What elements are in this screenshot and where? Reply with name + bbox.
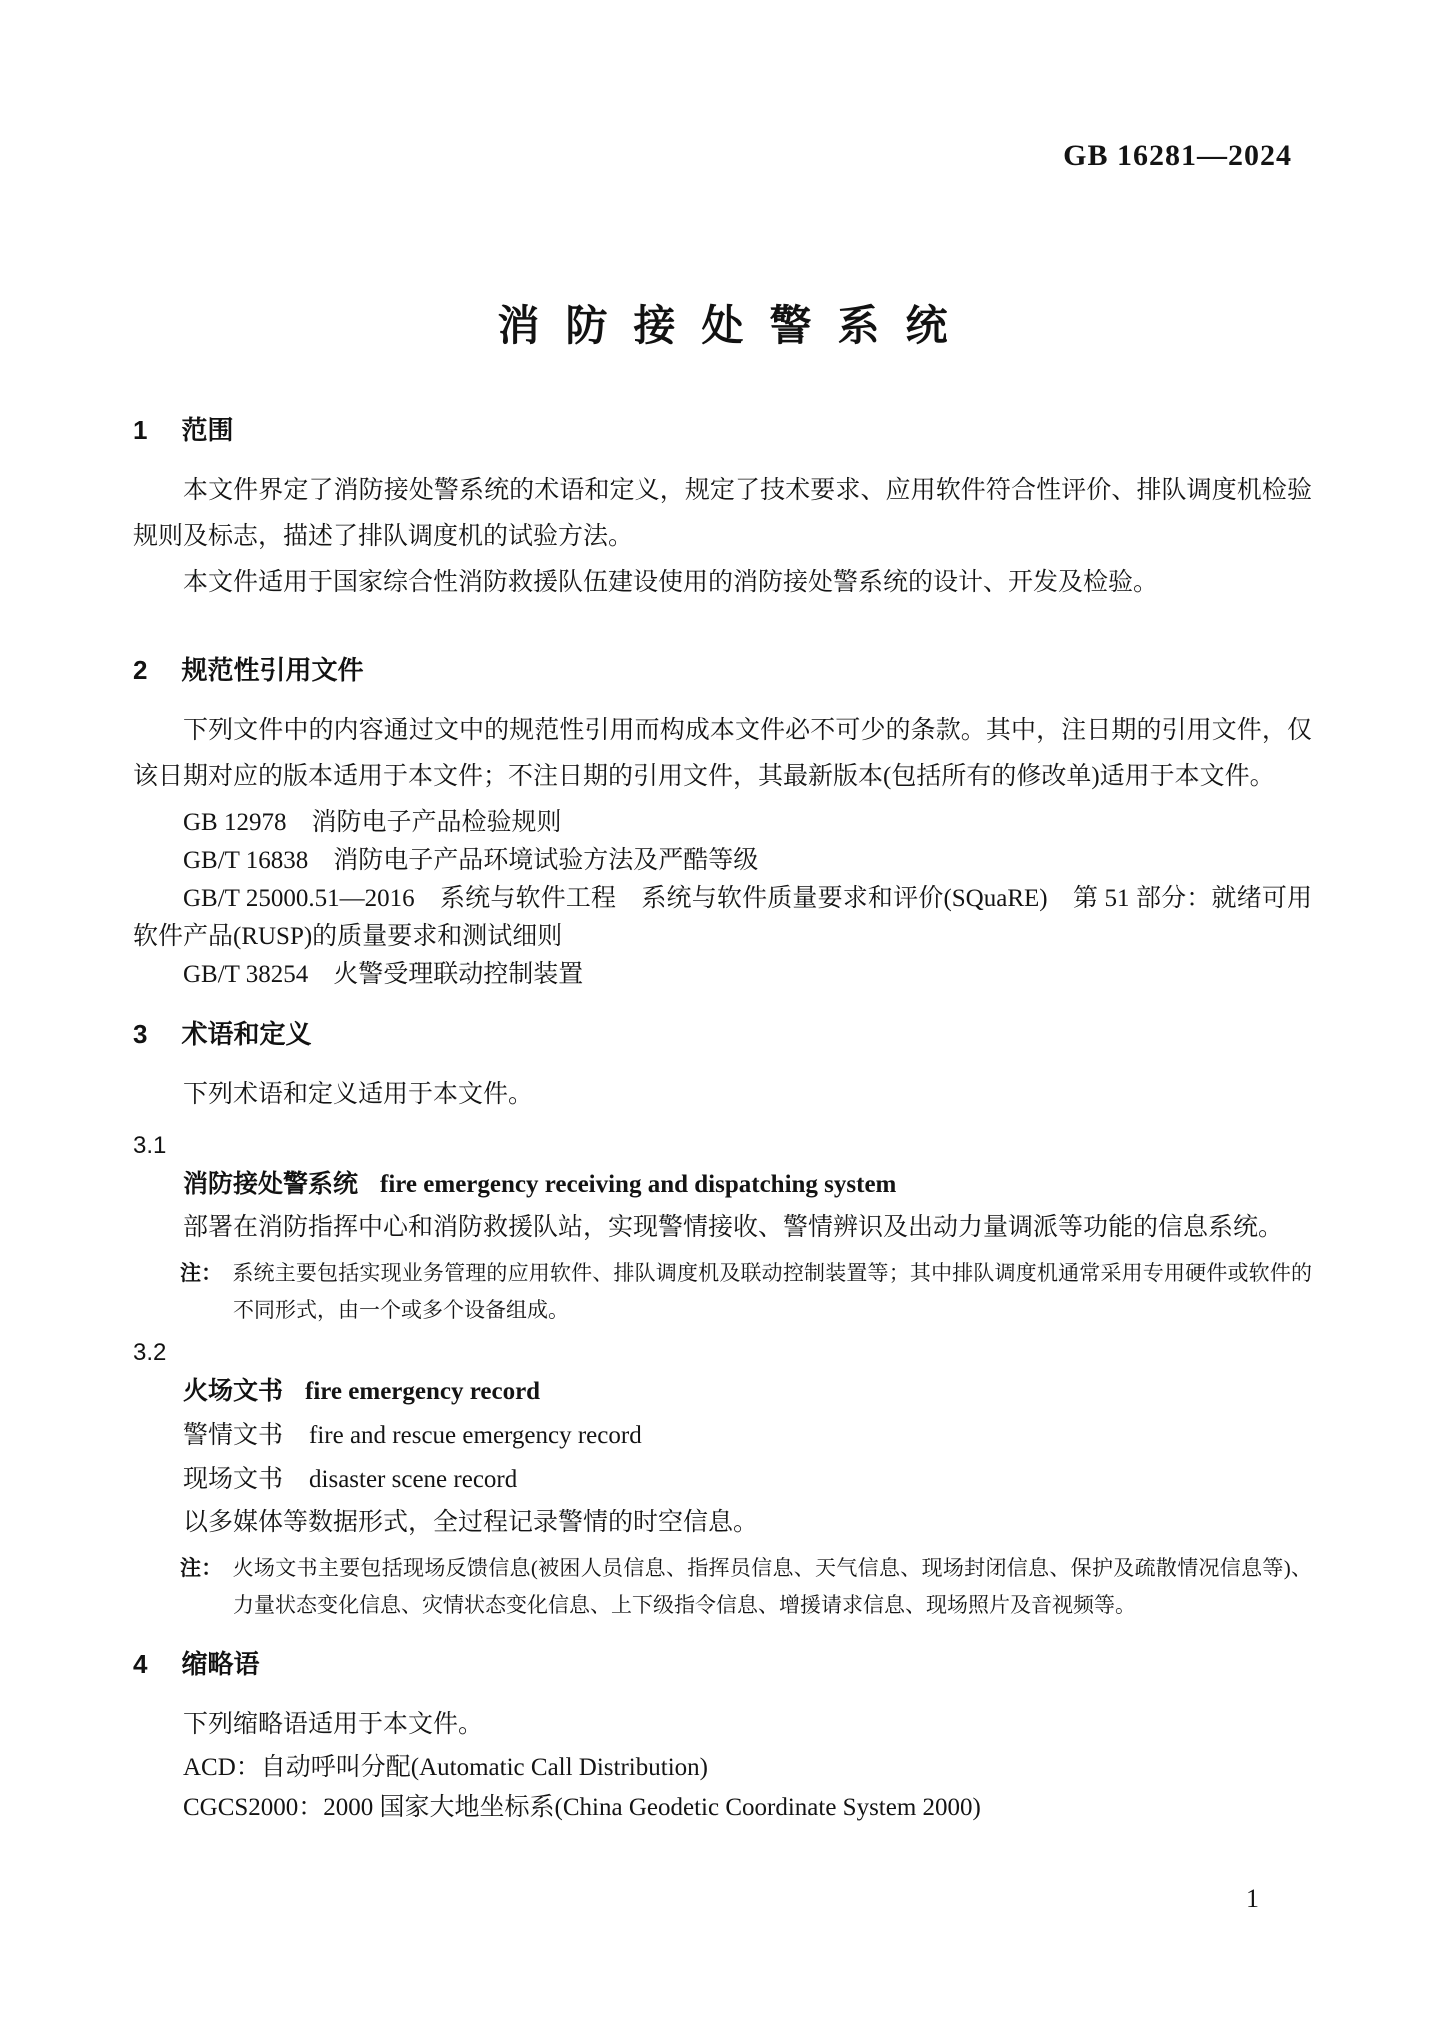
admitted-term-english: disaster scene record xyxy=(309,1466,518,1493)
note-text: 火场文书主要包括现场反馈信息(被困人员信息、指挥员信息、天气信息、现场封闭信息、保护及疏散情况信息等)、力量状态变化信息、灾情状态变化信息、上下级指令信息、增援请求信息、现场照片及音视频等。 xyxy=(232,1556,1313,1617)
section-3-title: 术语和定义 xyxy=(181,1019,312,1049)
reference-item: GB/T 25000.51—2016 系统与软件工程 系统与软件质量要求和评价(SQuaRE) 第 51 部分：就绪可用软件产品(RUSP)的质量要求和测试细则 xyxy=(133,885,1312,950)
scope-paragraph-1: 本文件界定了消防接处警系统的术语和定义，规定了技术要求、应用软件符合性评价、排队调度机检验规则及标志，描述了排队调度机的试验方法。 xyxy=(133,477,1312,550)
term-3-1-note xyxy=(133,1255,1312,1329)
standard-number: GB 16281—2024 xyxy=(1063,139,1292,172)
section-1-number: 1 xyxy=(133,415,148,445)
term-3-1-number: 3.1 xyxy=(133,1132,167,1159)
references-intro: 下列文件中的内容通过文中的规范性引用而构成本文件必不可少的条款。其中，注日期的引用文件，仅该日期对应的版本适用于本文件；不注日期的引用文件，其最新版本(包括所有的修改单)适用于本文件。 xyxy=(133,717,1312,790)
reference-item: GB 12978 消防电子产品检验规则 xyxy=(183,809,562,836)
section-2-title: 规范性引用文件 xyxy=(181,655,364,685)
note-label: 注： xyxy=(180,1557,223,1580)
reference-item: GB/T 16838 消防电子产品环境试验方法及严酷等级 xyxy=(183,847,759,874)
section-normative-references xyxy=(133,654,1312,994)
term-entry-3-1 xyxy=(133,1130,1312,1329)
scope-paragraph-2: 本文件适用于国家综合性消防救援队伍建设使用的消防接处警系统的设计、开发及检验。 xyxy=(183,569,1159,596)
section-abbreviations xyxy=(133,1648,1312,1828)
note-text: 系统主要包括实现业务管理的应用软件、排队调度机及联动控制装置等；其中排队调度机通常采用专用硬件或软件的不同形式，由一个或多个设备组成。 xyxy=(232,1261,1313,1322)
term-3-2-definition: 以多媒体等数据形式，全过程记录警情的时空信息。 xyxy=(183,1509,759,1536)
reference-list xyxy=(133,804,1312,994)
section-4-number: 4 xyxy=(133,1649,148,1679)
section-2-number: 2 xyxy=(133,655,148,685)
term-3-1-definition: 部署在消防指挥中心和消防救援队站，实现警情接收、警情辨识及出动力量调派等功能的信息系统。 xyxy=(183,1214,1284,1241)
abbreviation-item: CGCS2000：2000 国家大地坐标系(China Geodetic Coordinate System 2000) xyxy=(183,1794,981,1821)
section-1-heading xyxy=(133,414,1312,446)
reference-item: GB/T 38254 火警受理联动控制装置 xyxy=(183,961,584,988)
admitted-term-chinese: 警情文书 xyxy=(183,1422,284,1449)
term-3-2-note xyxy=(133,1550,1312,1624)
term-3-2-admitted-2 xyxy=(133,1461,1312,1501)
section-4-title: 缩略语 xyxy=(181,1649,260,1679)
section-2-heading xyxy=(133,654,1312,686)
section-scope xyxy=(133,414,1312,606)
term-3-2-line xyxy=(133,1373,1312,1413)
note-label: 注： xyxy=(180,1262,223,1285)
term-3-1-line xyxy=(133,1166,1312,1206)
term-3-2-chinese: 火场文书 xyxy=(183,1377,284,1405)
section-4-heading xyxy=(133,1648,1312,1680)
term-entry-3-2 xyxy=(133,1337,1312,1624)
section-3-number: 3 xyxy=(133,1019,148,1049)
term-3-2-admitted-1 xyxy=(133,1417,1312,1457)
page-number: 1 xyxy=(1246,1884,1259,1913)
term-3-1-english: fire emergency receiving and dispatching system xyxy=(380,1171,897,1198)
section-3-heading xyxy=(133,1018,1312,1050)
section-1-title: 范围 xyxy=(181,415,234,445)
abbreviations-intro: 下列缩略语适用于本文件。 xyxy=(183,1711,484,1738)
abbreviation-item: ACD：自动呼叫分配(Automatic Call Distribution) xyxy=(183,1754,708,1781)
document-title: 消防接处警系统 xyxy=(497,302,974,349)
term-3-2-english: fire emergency record xyxy=(305,1378,541,1405)
admitted-term-english: fire and rescue emergency record xyxy=(309,1422,642,1449)
admitted-term-chinese: 现场文书 xyxy=(183,1466,284,1493)
terms-intro: 下列术语和定义适用于本文件。 xyxy=(183,1081,534,1108)
term-3-1-chinese: 消防接处警系统 xyxy=(183,1170,359,1198)
section-terms-definitions xyxy=(133,1018,1312,1624)
term-3-2-number: 3.2 xyxy=(133,1339,167,1366)
